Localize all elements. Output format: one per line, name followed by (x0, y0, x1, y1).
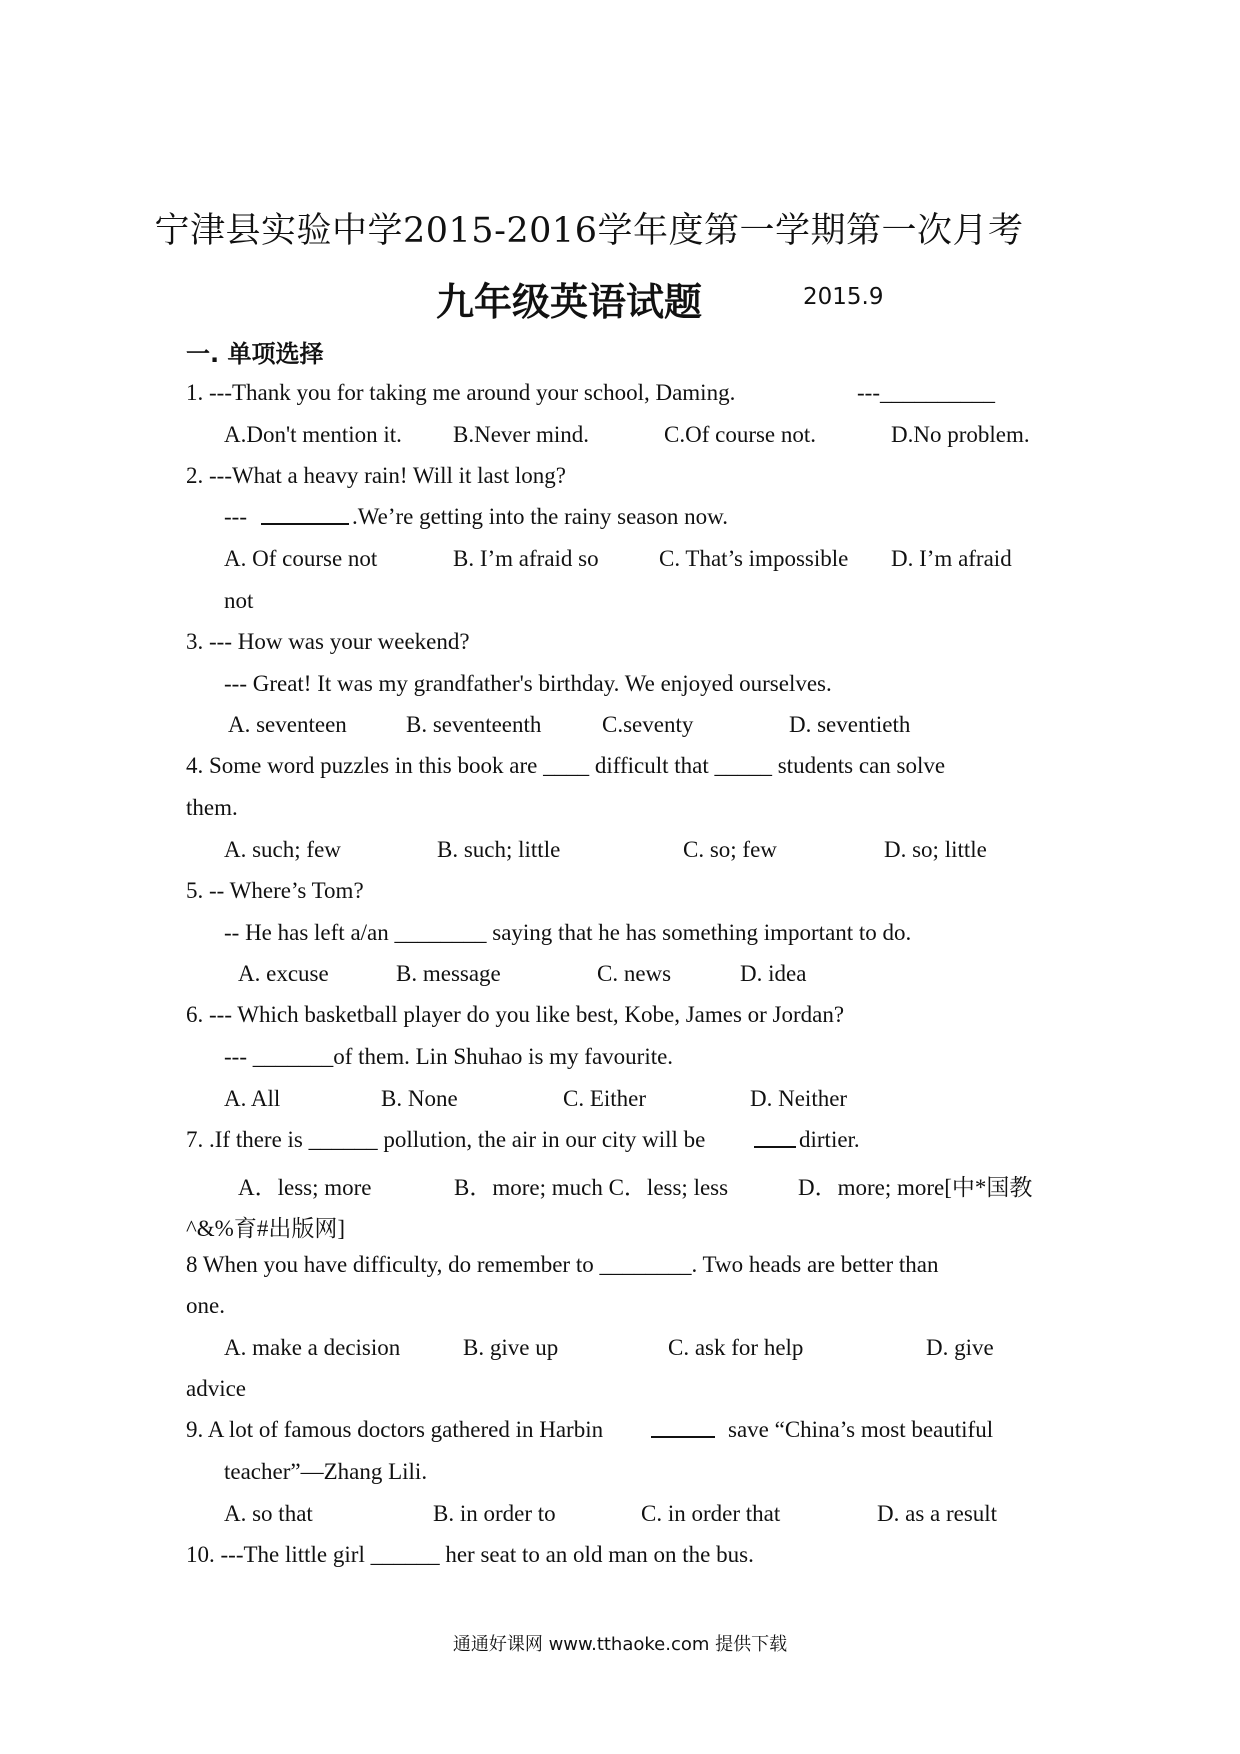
question-2-prompt: 2. ---What a heavy rain! Will it last long? (186, 463, 566, 488)
section-title: 一. 单项选择 (186, 340, 324, 368)
question-3-option-a: A. seventeen (228, 712, 347, 737)
question-9-prompt-cont: save “China’s most beautiful (728, 1417, 994, 1442)
question-3-prompt: 3. --- How was your weekend? (186, 629, 470, 654)
question-9-option-b: B. in order to (433, 1501, 556, 1526)
question-7-option-b-c: B．more; much C．less; less (454, 1175, 729, 1200)
question-6-response: --- _______of them. Lin Shuhao is my favourite. (224, 1044, 674, 1069)
question-5-option-b: B. message (396, 961, 501, 986)
question-9-prompt-end: teacher”—Zhang Lili. (224, 1459, 428, 1484)
question-1-option-d: D.No problem. (891, 422, 1030, 447)
question-6-option-a: A. All (224, 1086, 281, 1111)
question-4-prompt: 4. Some word puzzles in this book are ____ difficult that _____ students can solve (186, 753, 946, 778)
question-8-option-b: B. give up (463, 1335, 559, 1360)
question-3-option-b: B. seventeenth (406, 712, 542, 737)
question-3-option-d: D. seventieth (789, 712, 911, 737)
page-footer: 通通好课网 www.tthaoke.com 提供下载 (452, 1634, 788, 1655)
question-6-option-c: C. Either (563, 1086, 647, 1111)
question-9-prompt: 9. A lot of famous doctors gathered in Harbin (186, 1417, 604, 1442)
question-5-option-c: C. news (597, 961, 672, 986)
question-9-option-a: A. so that (224, 1501, 313, 1526)
question-5-response: -- He has left a/an ________ saying that he has something important to do. (224, 920, 912, 945)
question-9-answer-blank (651, 1416, 715, 1438)
question-1-option-c: C.Of course not. (664, 422, 817, 447)
question-10-prompt: 10. ---The little girl ______ her seat to an old man on the bus. (186, 1542, 754, 1567)
question-7-answer-blank (754, 1126, 796, 1148)
question-3-option-c: C.seventy (602, 712, 694, 737)
question-9-option-d: D. as a result (877, 1501, 998, 1526)
question-1-prompt: 1. ---Thank you for taking me around your school, Daming. (186, 380, 736, 405)
question-2-option-a: A. Of course not (224, 546, 378, 571)
question-4-option-c: C. so; few (683, 837, 777, 862)
question-7-prompt: 7. .If there is ______ pollution, the air in our city will be (186, 1127, 706, 1152)
question-4-option-b: B. such; little (437, 837, 561, 862)
question-8-prompt: 8 When you have difficulty, do remember to ________. Two heads are better than (186, 1252, 939, 1277)
question-2-response: .We’re getting into the rainy season now. (352, 504, 729, 529)
question-5-option-a: A. excuse (238, 961, 329, 986)
exam-date: 2015.9 (803, 284, 884, 310)
question-5-prompt: 5. -- Where’s Tom? (186, 878, 364, 903)
question-8-option-d: D. give (926, 1335, 994, 1360)
question-8-prompt-cont: one. (186, 1293, 225, 1318)
exam-title-line2: 九年级英语试题 (436, 280, 703, 324)
question-1-option-a: A.Don't mention it. (224, 422, 402, 447)
question-4-prompt-cont: them. (186, 795, 238, 820)
question-6-option-b: B. None (381, 1086, 458, 1111)
question-8-option-d-cont: advice (186, 1376, 247, 1401)
question-9-option-c: C. in order that (641, 1501, 781, 1526)
question-2-dashes: --- (224, 504, 247, 529)
question-7-source-note: ^&%育#出版网] (186, 1216, 346, 1241)
question-2-option-b: B. I’m afraid so (453, 546, 599, 571)
question-4-option-a: A. such; few (224, 837, 341, 862)
question-7-option-d: D．more; more[中*国教 (798, 1175, 1033, 1200)
question-6-option-d: D. Neither (750, 1086, 848, 1111)
question-4-option-d: D. so; little (884, 837, 987, 862)
question-3-response: --- Great! It was my grandfather's birthday. We enjoyed ourselves. (224, 671, 832, 696)
exam-title-line1: 宁津县实验中学2015-2016学年度第一学期第一次月考 (154, 211, 1024, 251)
question-2-option-d: D. I’m afraid (891, 546, 1012, 571)
question-8-option-a: A. make a decision (224, 1335, 401, 1360)
question-2-option-c: C. That’s impossible (659, 546, 849, 571)
question-2-option-d-cont: not (224, 588, 254, 613)
question-6-prompt: 6. --- Which basketball player do you like best, Kobe, James or Jordan? (186, 1002, 845, 1027)
question-2-answer-blank (261, 503, 349, 525)
question-8-option-c: C. ask for help (668, 1335, 804, 1360)
question-1-answer-blank: ---__________ (857, 380, 995, 405)
question-7-option-a: A．less; more (238, 1175, 372, 1200)
question-1-option-b: B.Never mind. (453, 422, 590, 447)
question-7-prompt-end: dirtier. (799, 1127, 860, 1152)
question-5-option-d: D. idea (740, 961, 807, 986)
